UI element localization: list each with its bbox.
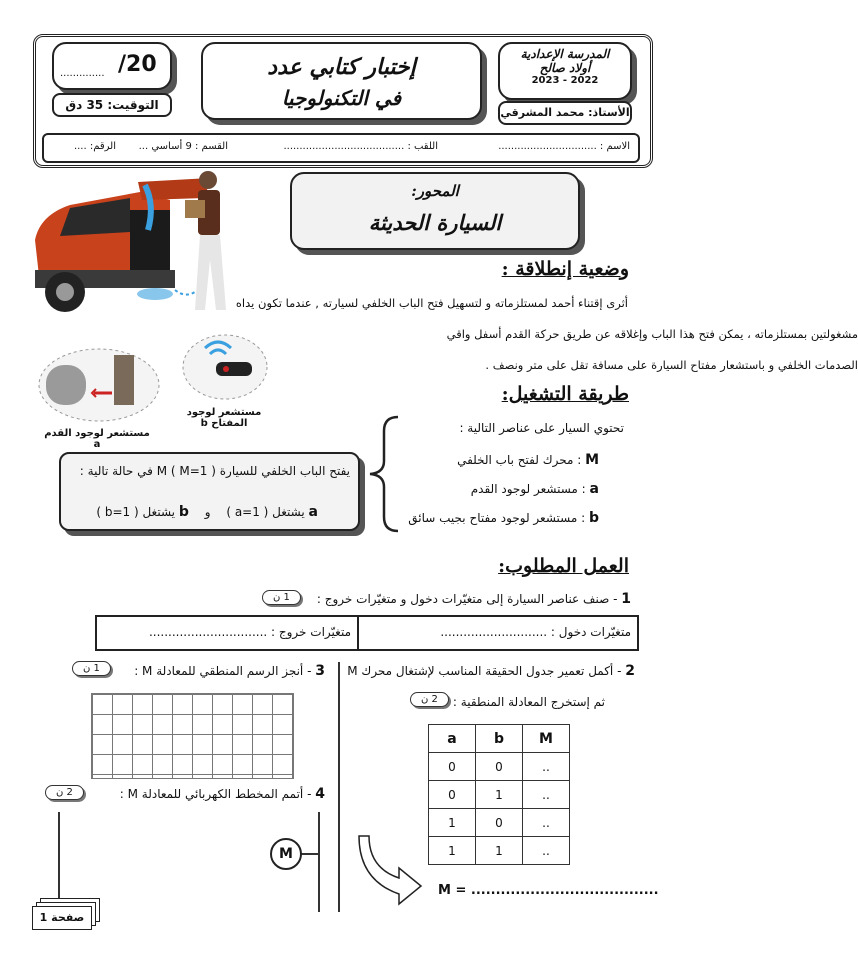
- situation-line: أثرى إقتناء أحمد لمستلزماته و لتسهيل فتح الباب الخلفي لسيارته , عندما تكون يداه: [235, 296, 628, 310]
- exam-title: إختبار كتابي عدد: [267, 54, 416, 80]
- operation-sym: M: [585, 452, 599, 468]
- q3-text: - أنجز الرسم المنطقي للمعادلة M :: [134, 664, 312, 678]
- page-number-text: صفحة 1: [39, 911, 85, 924]
- table-row: [429, 781, 570, 809]
- sensor-b-caption: مستشعر لوجود المفتاح b: [186, 407, 262, 429]
- operation-text: : محرك لفتح باب الخلفي: [457, 453, 582, 467]
- q1-number: 1: [621, 591, 631, 607]
- q2-score: 2 ن: [410, 692, 449, 707]
- motor-label: M: [279, 846, 293, 862]
- condition-parts: [96, 504, 318, 520]
- curved-arrow: [355, 830, 435, 910]
- title-box: [201, 42, 482, 120]
- teacher-name: الأستاذ: محمد المشرقي: [500, 106, 630, 119]
- column-divider: [338, 662, 340, 912]
- surname-field[interactable]: اللقب : ......................................: [283, 141, 438, 152]
- class-field[interactable]: القسم : 9 أساسي ...: [138, 141, 228, 152]
- situation-line: مشغولتين بمستلزماته ، يمكن فتح هذا الباب وإغلاقه عن طريق حركة القدم أسفل واقي: [446, 327, 858, 341]
- work-heading: العمل المطلوب:: [498, 555, 629, 577]
- truth-header: a: [429, 725, 476, 753]
- school-name: المدرسة الإعدادية: [520, 47, 610, 61]
- circuit-motor-wire: [300, 853, 318, 855]
- truth-cell: 0: [429, 781, 476, 809]
- q2-text: - أكمل تعمير جدول الحقيقة المناسب لإشتغال محرك M: [347, 664, 622, 678]
- inputs-field[interactable]: متغيّرات دخول : ............................: [440, 625, 631, 639]
- situation-paragraph: [235, 288, 858, 381]
- school-box: [498, 42, 632, 100]
- outputs-field[interactable]: متغيّرات خروج : ...............................: [148, 625, 351, 639]
- topic-box: [290, 172, 580, 250]
- truth-cell: 0: [476, 809, 523, 837]
- q1-answer-table: [95, 615, 639, 651]
- q1-divider: [357, 617, 359, 649]
- score-dots: ..............: [60, 68, 105, 79]
- q1-text: - صنف عناصر السيارة إلى متغيّرات دخول و متغيّرات خروج :: [316, 592, 618, 606]
- school-town: أولاد صالح: [539, 61, 591, 75]
- q3: [134, 663, 325, 679]
- operation-intro: تحتوي السيار على عناصر التالية :: [459, 421, 624, 435]
- operation-item-a: [471, 481, 599, 497]
- q3-number: 3: [315, 663, 325, 679]
- key-sensor-illustration: [180, 332, 270, 402]
- situation-heading: وضعية إنطلاقة :: [501, 258, 629, 280]
- operation-item-m: [457, 452, 599, 468]
- truth-cell: 0: [476, 753, 523, 781]
- situation-line: الصدمات الخلفي و باستشعار مفتاح السيارة على مسافة تقل على متر ونصف .: [485, 358, 858, 372]
- q4-text: - أتمم المخطط الكهربائي للمعادلة M :: [119, 787, 312, 801]
- name-field[interactable]: الاسم : ...............................: [498, 141, 630, 152]
- teacher-box: [498, 101, 632, 125]
- cond-and: و: [204, 505, 211, 519]
- operation-text: : مستشعر لوجود القدم: [470, 482, 586, 496]
- truth-table: [428, 724, 570, 865]
- truth-cell-m[interactable]: ..: [523, 781, 570, 809]
- q2: [347, 663, 635, 679]
- q1-score: 1 ن: [262, 590, 301, 605]
- cond-b-text: يشتغل ( b=1 ): [96, 505, 175, 519]
- motor-symbol: [270, 838, 302, 870]
- duration-box: [52, 93, 172, 117]
- circuit-right-rail: [318, 812, 320, 912]
- operation-item-b: [408, 510, 599, 526]
- q4-score: 2 ن: [45, 785, 84, 800]
- operation-text: : مستشعر لوجود مفتاح بجيب سائق: [408, 511, 586, 525]
- truth-cell-m[interactable]: ..: [523, 837, 570, 865]
- truth-cell: 1: [476, 781, 523, 809]
- table-row: [429, 837, 570, 865]
- sensor-a-caption: مستشعر لوجود القدم a: [44, 428, 150, 450]
- exam-subject: في التكنولوجيا: [281, 86, 402, 110]
- truth-header: b: [476, 725, 523, 753]
- q2-sub: ثم إستخرج المعادلة المنطقية :: [452, 695, 605, 709]
- logic-drawing-grid[interactable]: [91, 693, 294, 779]
- topic-title: السيارة الحديثة: [368, 210, 502, 235]
- car-illustration: [30, 170, 250, 330]
- q4-number: 4: [315, 786, 325, 802]
- truth-header-row: [429, 725, 570, 753]
- curly-brace: [366, 415, 402, 533]
- school-year: 2022 - 2023: [531, 75, 599, 86]
- operation-sym: b: [588, 510, 599, 526]
- circuit-left-rail: [58, 812, 60, 902]
- q2-number: 2: [625, 663, 635, 679]
- truth-cell: 1: [429, 809, 476, 837]
- condition-box: [59, 452, 360, 531]
- truth-cell-m[interactable]: ..: [523, 753, 570, 781]
- cond-b-sym: b: [178, 504, 189, 520]
- truth-header: M: [523, 725, 570, 753]
- truth-cell: 0: [429, 753, 476, 781]
- q4: [120, 786, 325, 802]
- operation-heading: طريقة التشغيل:: [501, 383, 629, 405]
- table-row: [429, 753, 570, 781]
- topic-label: المحور:: [411, 182, 459, 200]
- foot-sensor-illustration: [34, 345, 164, 425]
- score-box: [52, 42, 172, 90]
- student-info-bar: [42, 133, 640, 163]
- truth-cell: 1: [476, 837, 523, 865]
- truth-cell: 1: [429, 837, 476, 865]
- operation-sym: a: [589, 481, 599, 497]
- cond-a-sym: a: [308, 504, 318, 520]
- q1: [317, 591, 631, 607]
- page-number: [32, 906, 92, 930]
- equation-field[interactable]: M = ......................................: [438, 883, 659, 898]
- duration-text: التوقيت: 35 دق: [65, 98, 159, 112]
- table-row: [429, 809, 570, 837]
- truth-cell-m[interactable]: ..: [523, 809, 570, 837]
- condition-line: يفتح الباب الخلفي للسيارة M ( M=1 ) في حالة تالية :: [79, 464, 350, 478]
- cond-a-text: يشتغل ( a=1 ): [226, 505, 305, 519]
- number-field[interactable]: الرقم: ....: [73, 141, 116, 152]
- score-total: /20: [118, 52, 157, 77]
- q3-score: 1 ن: [72, 661, 111, 676]
